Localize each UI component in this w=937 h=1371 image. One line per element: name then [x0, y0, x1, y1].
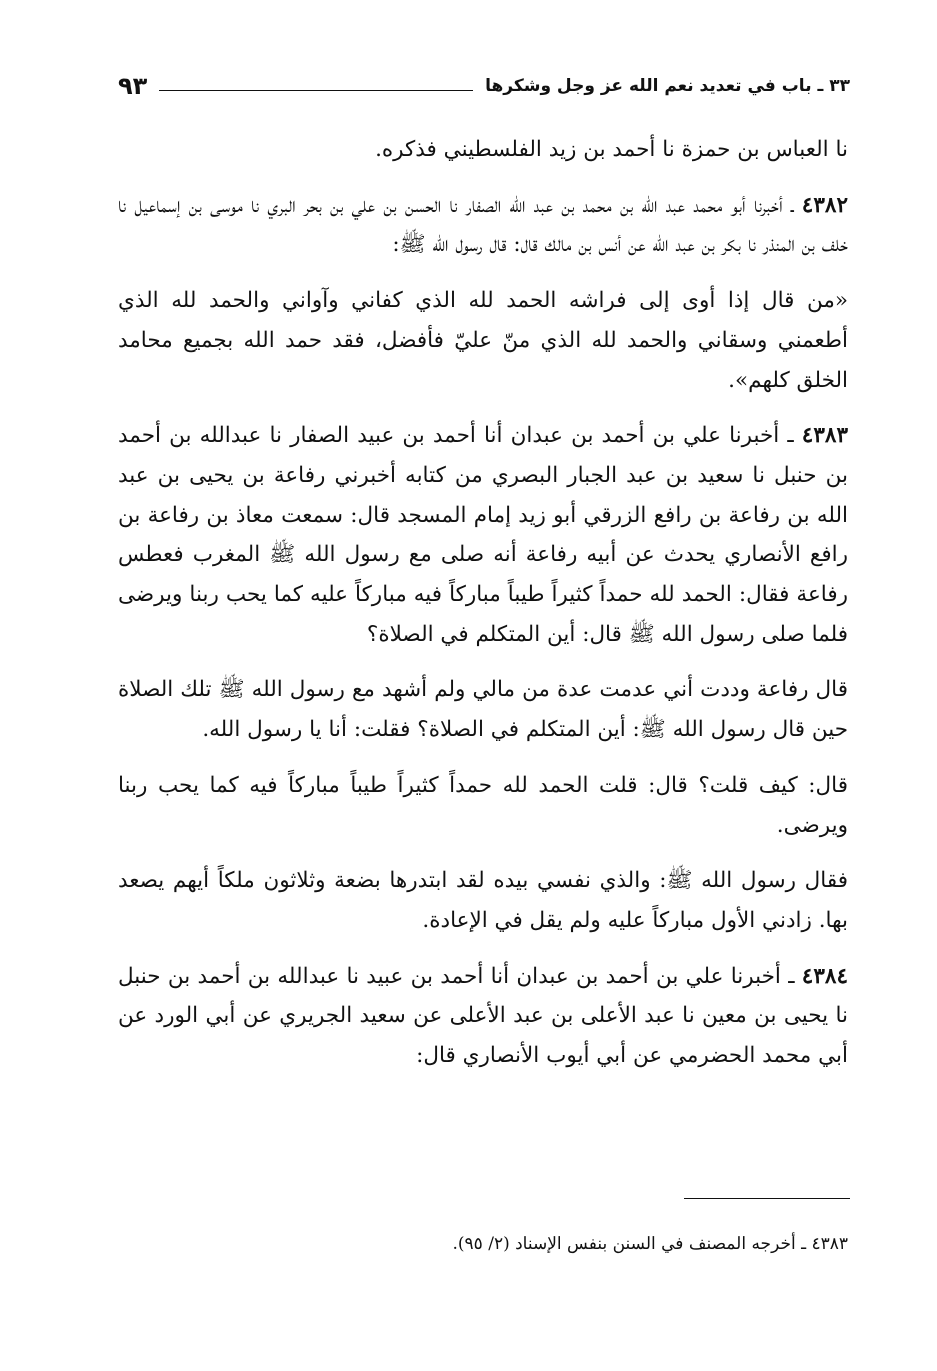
paragraph-text: ـ أخبرنا علي بن أحمد بن عبدان أنا أحمد بن عبيد نا عبدالله بن أحمد بن حنبل نا يحيى بن معين نا عبد الأعلى بن عبد الأعلى عن سعيد الجريري عن أبي الورد عن أبي محمد الحضرمي عن أبي أيوب الأنصاري قال: — [118, 963, 848, 1069]
paragraph-text: ـ أخبرنا علي بن أحمد بن عبدان أنا أحمد بن عبيد الصفار نا عبدالله بن أحمد بن حنبل نا سعيد بن عبد الجبار البصري من كتابه أخبرني رفاعة بن يحيى بن عبد الله بن رفاعة بن رافع الزرقي أبو زيد إمام المسجد قال: سمعت معاذ بن رفاعة بن رافع الأنصاري يحدث عن أبيه رفاعة أنه صلى مع رسول الله ﷺ المغرب فعطس رفاعة فقال: الحمد لله حمداً كثيراً طيباً مباركاً فيه مباركاً عليه كما يحب ربنا ويرضى فلما صلى رسول الله ﷺ قال: أين المتكلم في الصلاة؟ — [118, 423, 848, 647]
header-rule — [159, 90, 473, 91]
paragraph-text: نا العباس بن حمزة نا أحمد بن زيد الفلسطيني فذكره. — [375, 137, 848, 162]
hadith-4383 — [118, 416, 848, 654]
paragraph-isnad-continuation — [118, 130, 848, 170]
paragraph-text: «من قال إذا أوى إلى فراشه الحمد لله الذي كفاني وآواني والحمد لله الذي أطعمني وسقاني والحمد لله الذي منّ عليّ فأفضل، فقد حمد الله بجميع محامد الخلق كلهم». — [118, 288, 848, 393]
hadith-number: ٤٣٨٣ — [801, 423, 848, 449]
footnote — [118, 1230, 848, 1258]
running-header — [118, 66, 850, 106]
page-number: ٩٣ — [118, 72, 148, 100]
footnote-text: ٤٣٨٣ ـ أخرجه المصنف في السنن بنفس الإسناد (٢/ ٩٥). — [452, 1234, 848, 1254]
paragraph-text: ـ أخبرنا أبو محمد عبد الله بن محمد بن عبد الله الصفار نا الحسن بن علي بن بحر البري نا موسى بن إسماعيل نا خلف بن المنذر نا بكر بن عبد الله عن أنس بن مالك قال: قال رسول الله ﷺ: — [118, 192, 848, 258]
paragraph-text: قال رفاعة وددت أني عدمت عدة من مالي ولم أشهد مع رسول الله ﷺ تلك الصلاة حين قال رسول الله ﷺ: أين المتكلم في الصلاة؟ فقلت: أنا يا رسول الله. — [118, 677, 848, 743]
hadith-4382 — [118, 186, 848, 265]
main-text — [118, 130, 848, 1076]
hadith-4383-continuation-3 — [118, 861, 848, 940]
chapter-title: ٣٣ ـ باب في تعديد نعم الله عز وجل وشكرها — [485, 76, 850, 96]
hadith-4383-continuation-1 — [118, 670, 848, 749]
paragraph-text: قال: كيف قلت؟ قال: قلت الحمد لله حمداً كثيراً طيباً مباركاً فيه كما يحب ربنا ويرضى. — [118, 772, 848, 838]
hadith-4384 — [118, 957, 848, 1076]
hadith-4383-continuation-2 — [118, 766, 848, 845]
footnote-separator — [684, 1198, 850, 1199]
hadith-number: ٤٣٨٢ — [801, 192, 848, 218]
hadith-number: ٤٣٨٤ — [801, 963, 848, 989]
hadith-4382-matn — [118, 281, 848, 400]
paragraph-text: فقال رسول الله ﷺ: والذي نفسي بيده لقد ابتدرها بضعة وثلاثون ملكاً أيهم يصعد بها. زادني الأول مباركاً عليه ولم يقل في الإعادة. — [118, 868, 848, 933]
